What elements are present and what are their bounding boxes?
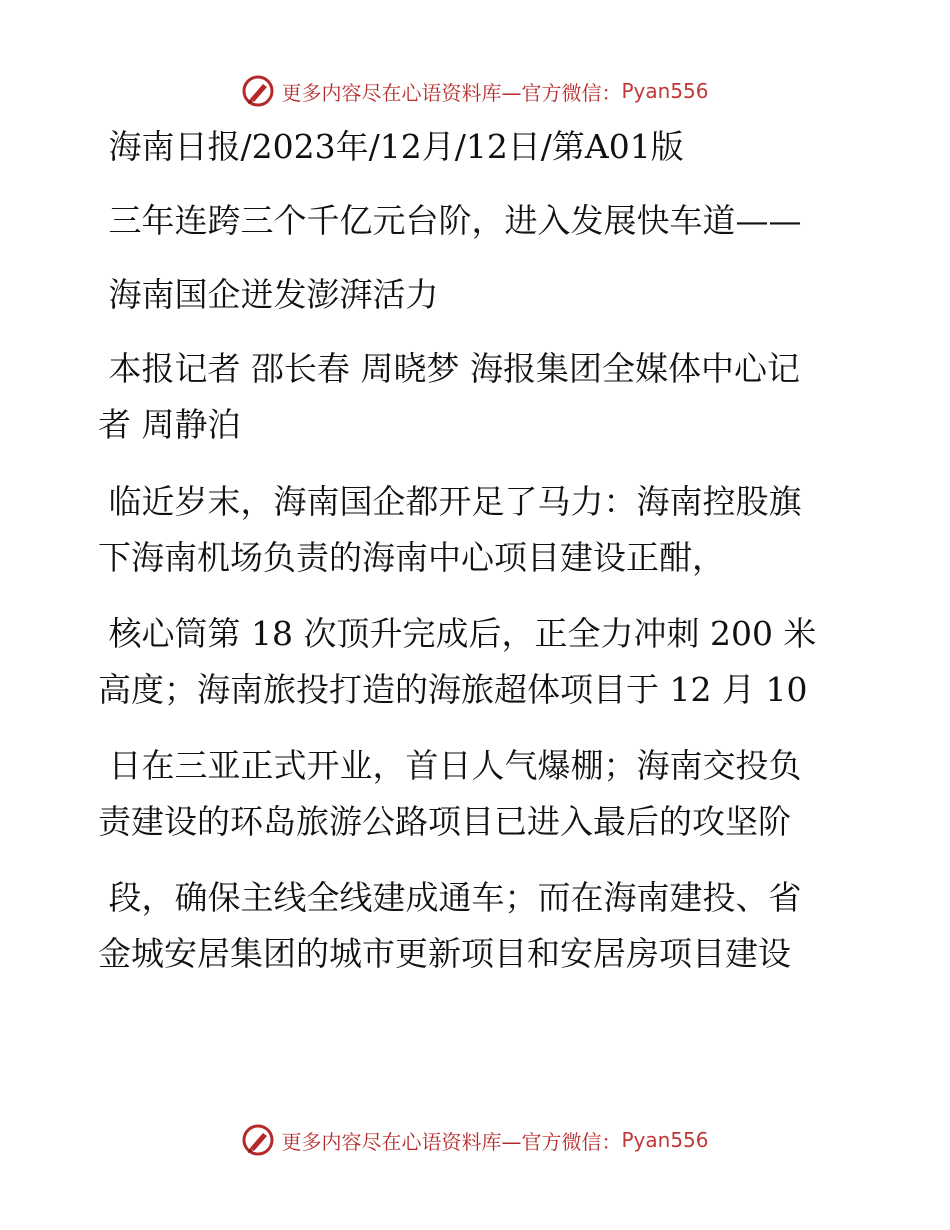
article-line: 下海南机场负责的海南中心项目建设正酣， (98, 538, 725, 577)
article-line: 三年连跨三个千亿元台阶，进入发展快车道—— (98, 201, 802, 240)
pen-logo-icon (241, 1123, 275, 1157)
article-line: 海南国企迸发澎湃活力 (98, 275, 439, 314)
article-line: 段，确保主线全线建成通车；而在海南建投、省 (98, 878, 802, 917)
watermark-separator: —官方微信： (501, 1129, 622, 1154)
watermark-text: 更多内容尽在心语资料库 (281, 80, 502, 105)
pen-logo-icon (241, 74, 275, 108)
article-line: 海南日报/2023年/12月/12日/第A01版 (98, 127, 684, 166)
watermark-wechat-id: Pyan556 (621, 1128, 709, 1152)
article-line: 本报记者 邵长春 周晓梦 海报集团全媒体中心记 (98, 349, 800, 388)
watermark-separator: —官方微信： (501, 80, 622, 105)
watermark-wechat-id: Pyan556 (621, 79, 709, 103)
watermark-text: 更多内容尽在心语资料库 (281, 1129, 502, 1154)
article-line: 高度；海南旅投打造的海旅超体项目于 12 月 10 (98, 670, 808, 709)
article-line: 临近岁末，海南国企都开足了马力：海南控股旗 (98, 482, 802, 521)
header-watermark-banner (0, 71, 950, 111)
footer-watermark-banner (0, 1120, 950, 1160)
article-line: 责建设的环岛旅游公路项目已进入最后的攻坚阶 (98, 802, 791, 841)
article-line: 者 周静泊 (98, 405, 241, 444)
article-line: 核心筒第 18 次顶升完成后，正全力冲刺 200 米 (98, 614, 817, 653)
article-line: 日在三亚正式开业，首日人气爆棚；海南交投负 (98, 746, 802, 785)
article-line: 金城安居集团的城市更新项目和安居房项目建设 (98, 934, 791, 973)
